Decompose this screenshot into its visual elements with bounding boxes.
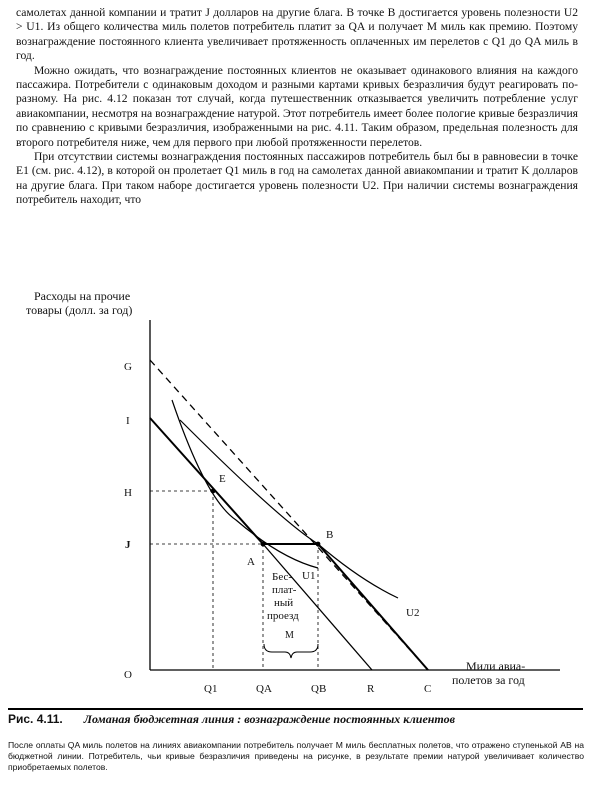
figure-caption-text: После оплаты QA миль полетов на линиях авиакомпании потребитель получает M миль бесплатных полетов, что отражено ступенькой AB на бюджетной линии. Потребитель, чьи кривые безразличия приведены на рисунке, в результате премии натурой увеличивает количество приобретаемых полетов. — [8, 740, 584, 772]
free-flight-line2: плат- — [272, 584, 297, 596]
budget-line-diagram — [0, 280, 591, 700]
brace-M — [264, 644, 318, 658]
paragraph-2: Можно ожидать, что вознаграждение постоянных клиентов не оказывает одинакового влияния на каждого пассажира. Потребители с одинаковым доходом и разными картами кривых безразличия будут реагировать по-разному. На рис. 4.12 показан тот случай, когда путешественник отказывается увеличить потребление услуг авиакомпании, несмотря на вознаграждение натурой. Этот потребитель имеет более пологие кривые безразличия по сравнению с кривыми безразличия, изображенными на рис. 4.11. Таким образом, предельная полезность для второго потребителя ниже, чем для первого при любой протяженности перелетов. — [16, 63, 578, 149]
x-tick-QA: QA — [256, 683, 272, 695]
point-label-B: B — [326, 529, 334, 541]
x-axis-label-line2: полетов за год — [452, 673, 525, 687]
x-axis-label-line1: Мили авиа- — [466, 659, 526, 673]
body-text — [16, 6, 578, 208]
indifference-curve-U1 — [172, 400, 318, 568]
figure-caption-title — [8, 708, 583, 727]
curve-label-U2: U2 — [406, 607, 420, 619]
y-tick-I: I — [126, 415, 130, 427]
free-flight-line1: Бес- — [272, 571, 293, 583]
origin-label: O — [124, 669, 132, 681]
x-tick-R: R — [367, 683, 375, 695]
x-tick-QB: QB — [311, 683, 327, 695]
paragraph-3: При отсутствии системы вознаграждения постоянных пассажиров потребитель был бы в равновесии в точке E1 (см. рис. 4.12), в которой он пролетает Q1 миль в год на самолетах данной авиакомпании и тратит K долларов на другие блага. При таком наборе достигается уровень полезности U2. При наличии системы вознаграждения потребитель находит, что — [16, 150, 578, 207]
free-flight-line3: ный — [274, 597, 294, 609]
paragraph-1: самолетах данной компании и тратит J долларов на другие блага. В точке B достигается уровень полезности U2 > U1. Из общего количества миль полетов потребитель платит за QA и получает M миль как премию. Поэтому вознаграждение постоянного клиента увеличивает протяженность оплаченных им перелетов с Q1 до QA миль в год. — [16, 6, 578, 63]
curve-label-U1: U1 — [302, 570, 316, 582]
point-A — [261, 542, 266, 547]
budget-line-IA — [150, 418, 263, 544]
point-E — [211, 489, 216, 494]
brace-label-M: M — [285, 630, 294, 641]
y-axis-label-line2: товары (долл. за год) — [26, 303, 133, 317]
y-tick-H: H — [124, 487, 132, 499]
x-tick-Q1: Q1 — [204, 683, 218, 695]
figure-title: Ломаная бюджетная линия : вознаграждение постоянных клиентов — [83, 712, 455, 726]
point-B — [316, 542, 321, 547]
y-axis-label-line1: Расходы на прочие — [34, 289, 131, 303]
free-flight-line4: проезд — [267, 610, 299, 622]
y-tick-J: J — [125, 539, 131, 551]
point-label-E: E — [219, 473, 226, 485]
y-tick-G: G — [124, 361, 132, 373]
point-label-A: A — [247, 556, 255, 568]
figure-number: Рис. 4.11. — [8, 712, 63, 726]
x-tick-C: C — [424, 683, 432, 695]
